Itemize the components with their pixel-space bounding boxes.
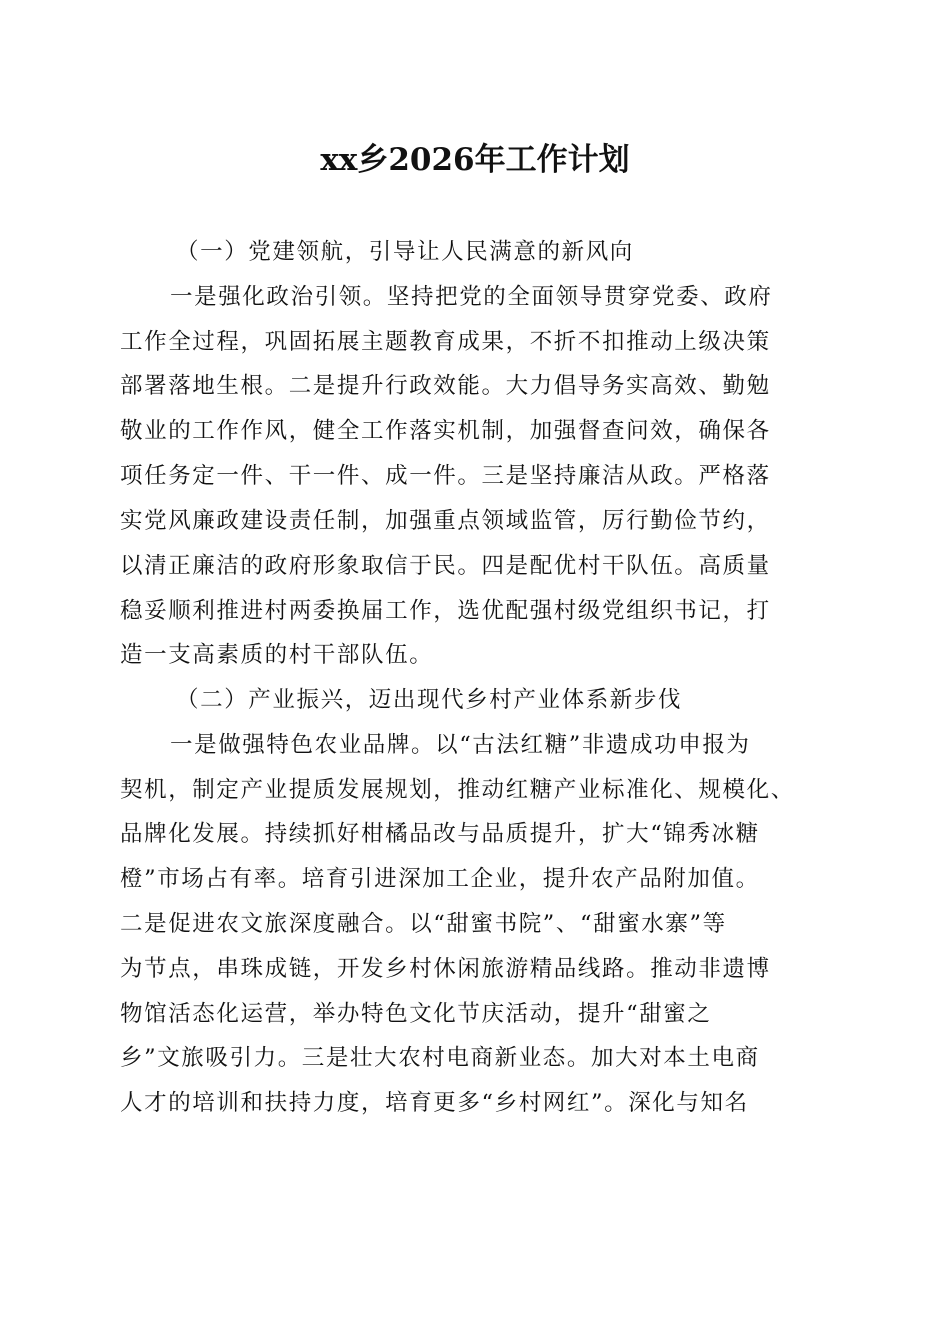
paragraph-text: 坚持把党的全面领导贯穿党委、政府 [386,284,773,310]
paragraph-lead: 一是做强特色农业品牌。 [170,732,436,758]
paragraph-line: 橙”市场占有率。培育引进深加工企业，提升农产品附加值。 [120,866,760,892]
paragraph-line: 乡”文旅吸引力。三是壮大农村电商新业态。加大对本土电商 [120,1045,760,1071]
paragraph-line: 物馆活态化运营，举办特色文化节庆活动，提升“甜蜜之 [120,1001,712,1027]
paragraph-lead: 一是强化政治引领。 [170,284,387,310]
paragraph-line: 以清正廉洁的政府形象取信于民。四是配优村干队伍。高质量 [120,553,771,579]
paragraph-line: 工作全过程，巩固拓展主题教育成果，不折不扣推动上级决策 [120,329,771,355]
paragraph-line: 实党风廉政建设责任制，加强重点领域监管，厉行勤俭节约， [120,508,771,534]
paragraph-line [170,723,751,767]
paragraph-line: 契机，制定产业提质发展规划，推动红糖产业标准化、规模化、 [120,777,795,803]
paragraph-line: 项任务定一件、干一件、成一件。三是坚持廉洁从政。严格落 [120,463,771,489]
paragraph-line: 品牌化发展。持续抓好柑橘品改与品质提升，扩大“锦秀冰糖 [120,821,760,847]
paragraph-text: 以“古法红糖”非遗成功申报为 [435,732,751,758]
document-title: xx乡2026年工作计划 [320,142,630,178]
paragraph-line: 敬业的工作作风，健全工作落实机制，加强督查问效，确保各 [120,418,771,444]
paragraph-line: 二是促进农文旅深度融合。以“甜蜜书院”、“甜蜜水寨”等 [120,911,727,937]
paragraph-line: 人才的培训和扶持力度，培育更多“乡村网红”。深化与知名 [120,1090,749,1116]
paragraph-line: 为节点，串珠成链，开发乡村休闲旅游精品线路。推动非遗博 [120,956,771,982]
section-heading: （一）党建领航，引导让人民满意的新风向 [176,239,634,265]
paragraph-line: 稳妥顺利推进村两委换届工作，选优配强村级党组织书记，打 [120,598,771,624]
paragraph-line: 部署落地生根。二是提升行政效能。大力倡导务实高效、勤勉 [120,373,771,399]
paragraph-line: 造一支高素质的村干部队伍。 [120,642,434,668]
paragraph-line [170,275,773,319]
section-heading: （二）产业振兴，迈出现代乡村产业体系新步伐 [176,687,683,713]
